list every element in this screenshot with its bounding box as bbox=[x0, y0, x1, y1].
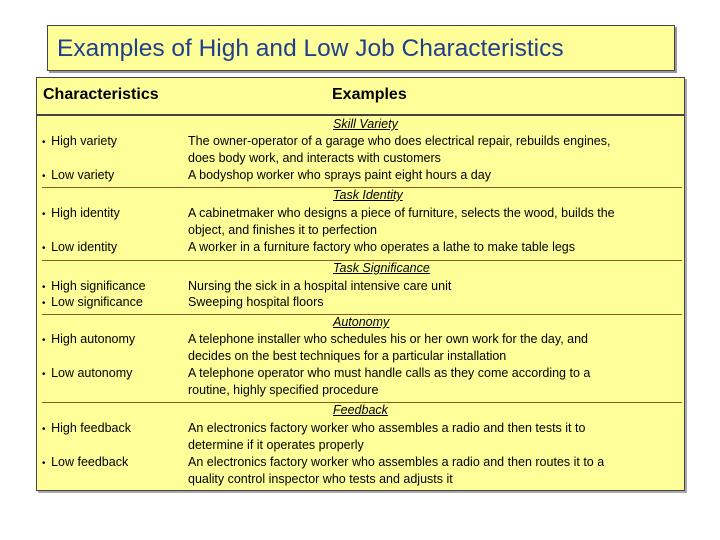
category-autonomy: Autonomy bbox=[333, 315, 390, 329]
example-high-autonomy-line-1: A telephone installer who schedules his or her own work for the day, and bbox=[188, 332, 588, 346]
slide-title: Examples of High and Low Job Characteristics bbox=[57, 35, 564, 62]
label-low-autonomy: • Low autonomy bbox=[42, 365, 132, 383]
example-low-variety: A bodyshop worker who sprays paint eight hours a day bbox=[188, 168, 491, 182]
label-high-feedback: • High feedback bbox=[42, 420, 131, 438]
example-low-identity: A worker in a furniture factory who operates a lathe to make table legs bbox=[188, 240, 576, 254]
example-low-feedback-line-1: An electronics factory worker who assembles a radio and then routes it to a bbox=[188, 455, 605, 469]
example-low-autonomy-line-1: A telephone operator who must handle calls as they come according to a bbox=[188, 366, 591, 380]
category-feedback: Feedback bbox=[333, 403, 388, 417]
example-low-autonomy-line-2: routine, highly specified procedure bbox=[188, 383, 379, 397]
label-low-identity: • Low identity bbox=[42, 239, 117, 257]
example-high-significance: Nursing the sick in a hospital intensive care unit bbox=[188, 279, 452, 293]
characteristics-table bbox=[36, 77, 685, 491]
example-high-feedback-line-2: determine if it operates properly bbox=[188, 438, 364, 452]
example-low-feedback-line-2: quality control inspector who tests and adjusts it bbox=[188, 472, 453, 486]
label-low-significance: • Low significance bbox=[42, 294, 143, 312]
example-high-variety-line-1: The owner-operator of a garage who does electrical repair, rebuilds engines, bbox=[188, 134, 611, 148]
label-high-variety: • High variety bbox=[42, 133, 117, 151]
example-low-significance: Sweeping hospital floors bbox=[188, 295, 324, 309]
label-high-identity: • High identity bbox=[42, 205, 120, 223]
label-low-feedback: • Low feedback bbox=[42, 454, 128, 472]
column-header-examples: Examples bbox=[332, 86, 407, 103]
example-high-autonomy-line-2: decides on the best techniques for a particular installation bbox=[188, 349, 507, 363]
example-high-variety-line-2: does body work, and interacts with customers bbox=[188, 151, 441, 165]
example-high-identity-line-1: A cabinetmaker who designs a piece of furniture, selects the wood, builds the bbox=[188, 206, 615, 220]
category-task-significance: Task Significance bbox=[333, 261, 430, 275]
category-task-identity: Task Identity bbox=[333, 188, 403, 202]
label-low-variety: • Low variety bbox=[42, 167, 114, 185]
slide-title-box bbox=[47, 25, 675, 71]
example-high-feedback-line-1: An electronics factory worker who assembles a radio and then tests it to bbox=[188, 421, 586, 435]
label-high-autonomy: • High autonomy bbox=[42, 331, 135, 349]
column-header-characteristics: Characteristics bbox=[43, 86, 159, 103]
category-skill-variety: Skill Variety bbox=[333, 117, 398, 131]
example-high-identity-line-2: object, and finishes it to perfection bbox=[188, 223, 378, 237]
label-high-significance: • High significance bbox=[42, 278, 146, 296]
